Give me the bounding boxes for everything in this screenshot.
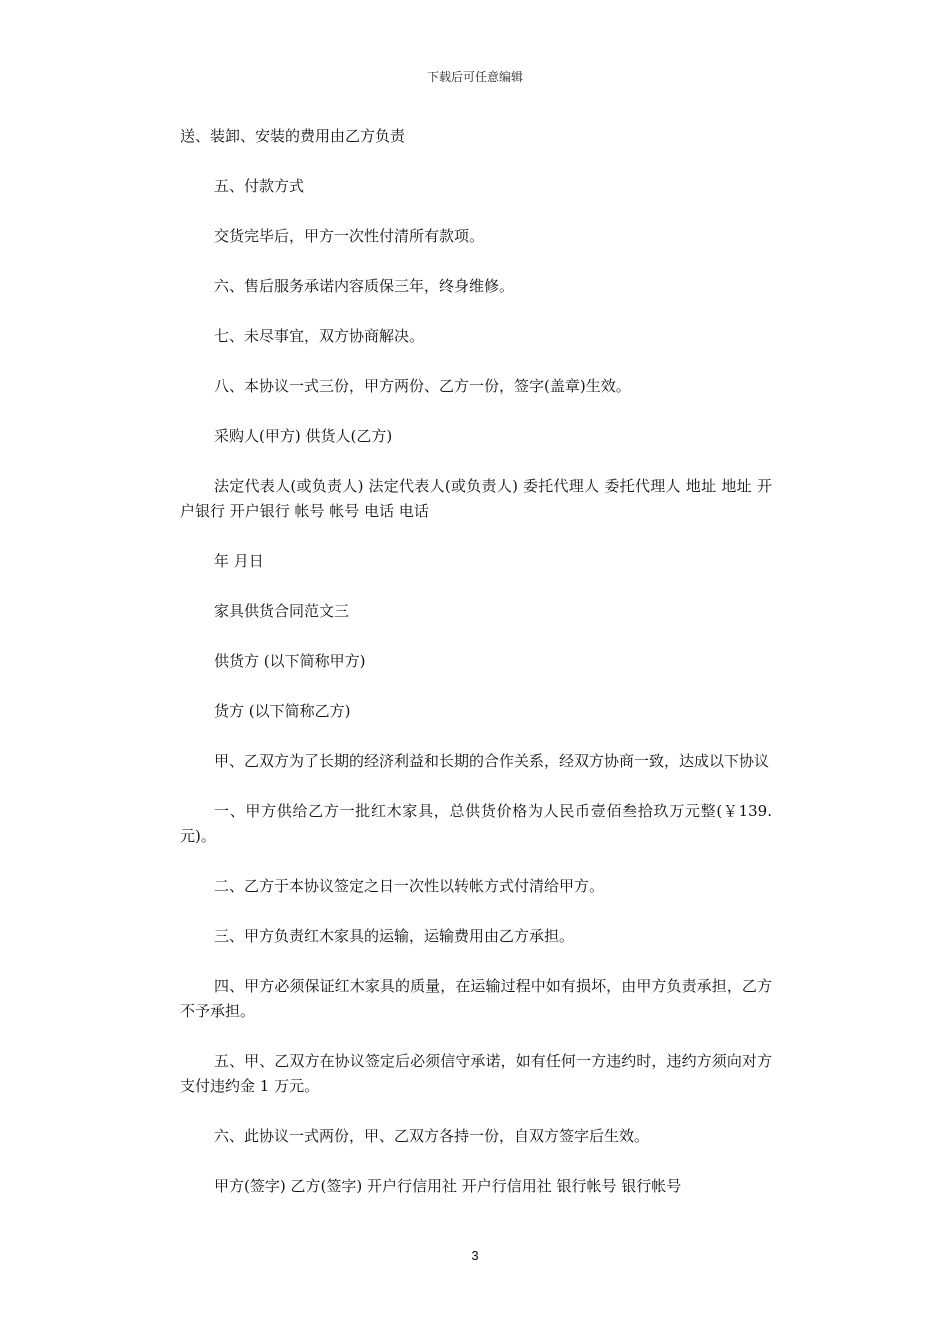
paragraph-12: 货方 (以下简称乙方) xyxy=(214,702,351,720)
paragraph-17: 四、甲方必须保证红木家具的质量，在运输过程中如有损坏，由甲方负责承担，乙方不予承担。 xyxy=(180,977,772,1020)
paragraph-18: 五、甲、乙双方在协议签定后必须信守承诺，如有任何一方违约时，违约方须向对方支付违约金 1 万元。 xyxy=(180,1052,772,1095)
paragraph-13: 甲、乙双方为了长期的经济利益和长期的合作关系，经双方协商一致，达成以下协议 xyxy=(214,752,770,770)
page-header: 下载后可任意编辑 xyxy=(426,70,523,84)
paragraph-19: 六、此协议一式两份，甲、乙双方各持一份，自双方签字后生效。 xyxy=(214,1127,650,1145)
paragraph-1: 送、装卸、安装的费用由乙方负责 xyxy=(180,127,406,145)
paragraph-14: 一、甲方供给乙方一批红木家具，总供货价格为人民币壹佰叁拾玖万元整(￥139.元)。 xyxy=(180,802,772,845)
page-number: 3 xyxy=(471,1248,479,1263)
paragraph-4: 六、售后服务承诺内容质保三年，终身维修。 xyxy=(214,277,515,295)
paragraph-5: 七、未尽事宜，双方协商解决。 xyxy=(214,327,425,345)
paragraph-6: 八、本协议一式三份，甲方两份、乙方一份，签字(盖章)生效。 xyxy=(214,377,631,395)
paragraph-16: 三、甲方负责红木家具的运输，运输费用由乙方承担。 xyxy=(214,927,575,945)
paragraph-11: 供货方 (以下简称甲方) xyxy=(214,652,366,670)
paragraph-9: 年 月日 xyxy=(214,552,264,570)
paragraph-8: 法定代表人(或负责人) 法定代表人(或负责人) 委托代理人 委托代理人 地址 地址 开户银行 开户银行 帐号 帐号 电话 电话 xyxy=(180,477,772,520)
paragraph-15: 二、乙方于本协议签定之日一次性以转帐方式付清给甲方。 xyxy=(214,877,605,895)
paragraph-3: 交货完毕后，甲方一次性付清所有款项。 xyxy=(214,227,485,245)
paragraph-20: 甲方(签字) 乙方(签字) 开户行信用社 开户行信用社 银行帐号 银行帐号 xyxy=(214,1177,682,1195)
paragraph-7: 采购人(甲方) 供货人(乙方) xyxy=(214,427,393,445)
paragraph-10: 家具供货合同范文三 xyxy=(214,602,350,620)
document-body xyxy=(180,124,772,1224)
paragraph-2: 五、付款方式 xyxy=(214,177,305,195)
